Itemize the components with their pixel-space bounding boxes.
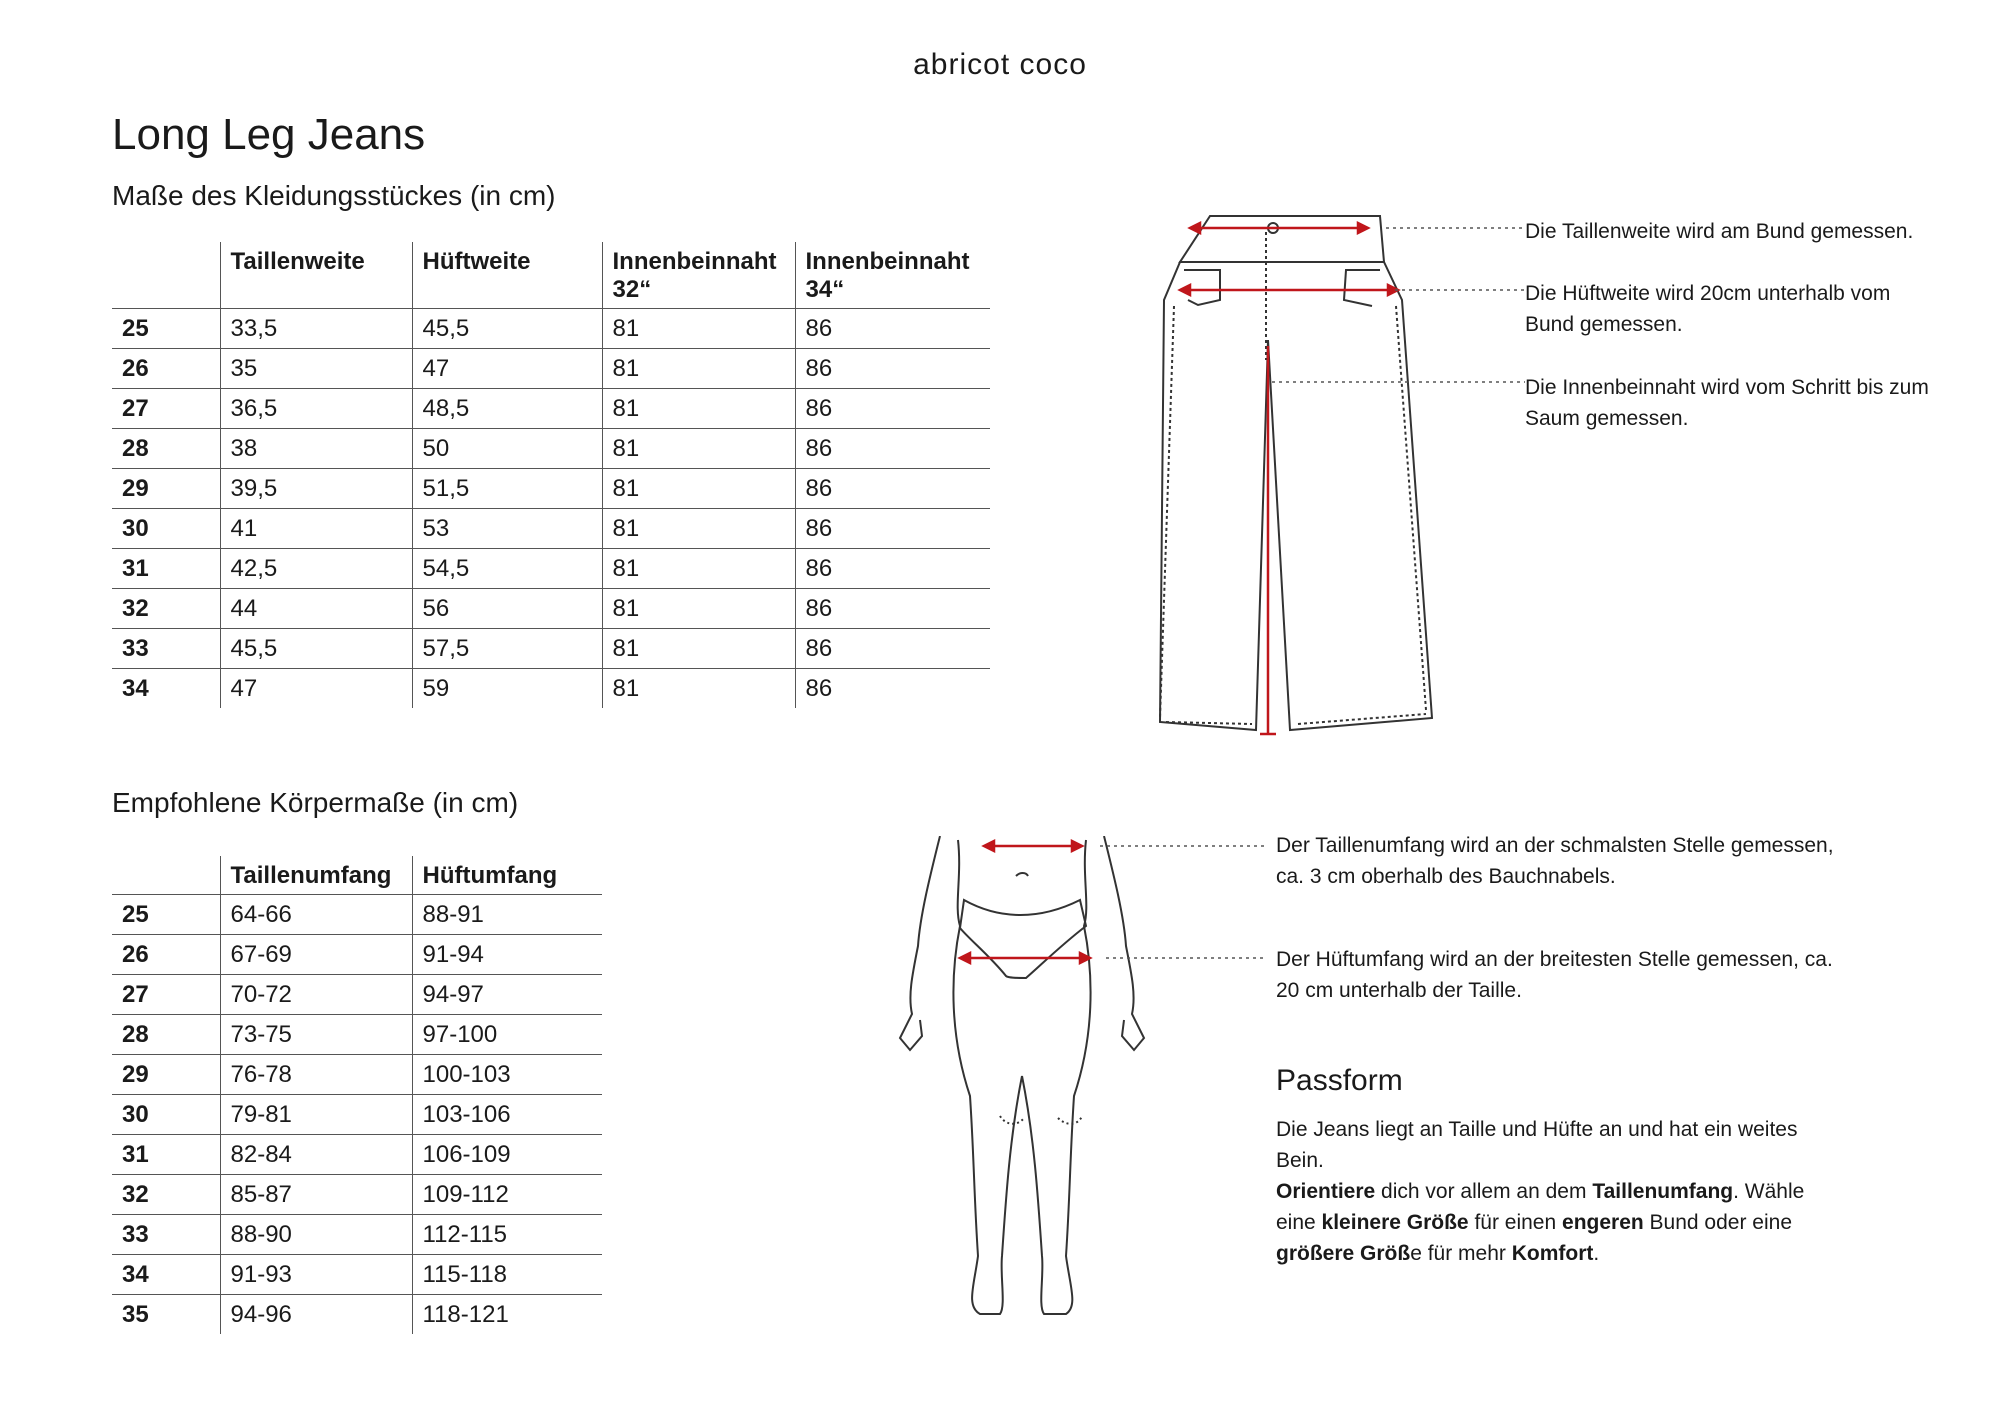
value-cell: 57,5 bbox=[412, 629, 602, 669]
value-cell: 91-93 bbox=[220, 1255, 412, 1295]
emphasis-text: größere Größ bbox=[1276, 1242, 1411, 1265]
value-cell: 115-118 bbox=[412, 1255, 602, 1295]
size-cell: 25 bbox=[112, 309, 220, 349]
text-run: . Wähle eine bbox=[1276, 1180, 1805, 1234]
column-header: Innenbeinnaht 34“ bbox=[795, 242, 990, 309]
value-cell: 81 bbox=[602, 669, 795, 709]
value-cell: 106-109 bbox=[412, 1135, 602, 1175]
value-cell: 54,5 bbox=[412, 549, 602, 589]
table-row bbox=[112, 349, 990, 389]
value-cell: 70-72 bbox=[220, 975, 412, 1015]
jeans-illustration bbox=[1140, 210, 1540, 750]
size-cell: 32 bbox=[112, 589, 220, 629]
column-header: Taillenumfang bbox=[220, 856, 412, 895]
brand-logo: abricot coco bbox=[913, 48, 1087, 81]
value-cell: 53 bbox=[412, 509, 602, 549]
text-run: für einen bbox=[1468, 1211, 1563, 1234]
body-size-table bbox=[112, 856, 602, 1334]
table-row bbox=[112, 549, 990, 589]
table-row bbox=[112, 1175, 602, 1215]
value-cell: 73-75 bbox=[220, 1015, 412, 1055]
value-cell: 44 bbox=[220, 589, 412, 629]
size-cell: 30 bbox=[112, 509, 220, 549]
emphasis-text: Komfort bbox=[1511, 1242, 1594, 1265]
value-cell: 81 bbox=[602, 389, 795, 429]
emphasis-text: kleinere Größe bbox=[1321, 1211, 1469, 1234]
value-cell: 67-69 bbox=[220, 935, 412, 975]
value-cell: 42,5 bbox=[220, 549, 412, 589]
value-cell: 47 bbox=[412, 349, 602, 389]
value-cell: 81 bbox=[602, 429, 795, 469]
value-cell: 82-84 bbox=[220, 1135, 412, 1175]
value-cell: 86 bbox=[795, 669, 990, 709]
value-cell: 81 bbox=[602, 309, 795, 349]
size-cell: 28 bbox=[112, 1015, 220, 1055]
value-cell: 81 bbox=[602, 589, 795, 629]
column-header: Innenbeinnaht 32“ bbox=[602, 242, 795, 309]
value-cell: 36,5 bbox=[220, 389, 412, 429]
table-row bbox=[112, 1295, 602, 1335]
value-cell: 86 bbox=[795, 549, 990, 589]
value-cell: 94-97 bbox=[412, 975, 602, 1015]
value-cell: 94-96 bbox=[220, 1295, 412, 1335]
value-cell: 56 bbox=[412, 589, 602, 629]
text-run: Bund oder eine bbox=[1643, 1211, 1793, 1234]
table-row bbox=[112, 389, 990, 429]
body-illustration bbox=[890, 836, 1280, 1336]
note-hip-body: Der Hüftumfang wird an der breitesten Stelle gemessen, ca. 20 cm unterhalb der Taille. bbox=[1276, 948, 1833, 1002]
passform-line-2 bbox=[1276, 1176, 1836, 1269]
value-cell: 76-78 bbox=[220, 1055, 412, 1095]
table-row bbox=[112, 1055, 602, 1095]
table-row bbox=[112, 1135, 602, 1175]
value-cell: 50 bbox=[412, 429, 602, 469]
note-waist-body: Der Taillenumfang wird an der schmalsten Stelle gemessen, ca. 3 cm oberhalb des Bauchnabels. bbox=[1276, 834, 1834, 888]
value-cell: 39,5 bbox=[220, 469, 412, 509]
size-cell: 29 bbox=[112, 469, 220, 509]
size-cell: 27 bbox=[112, 975, 220, 1015]
value-cell: 86 bbox=[795, 389, 990, 429]
table-row bbox=[112, 589, 990, 629]
value-cell: 47 bbox=[220, 669, 412, 709]
size-cell: 31 bbox=[112, 1135, 220, 1175]
value-cell: 86 bbox=[795, 349, 990, 389]
table-row bbox=[112, 429, 990, 469]
emphasis-text: engeren bbox=[1562, 1211, 1644, 1234]
value-cell: 86 bbox=[795, 429, 990, 469]
value-cell: 45,5 bbox=[412, 309, 602, 349]
size-cell: 29 bbox=[112, 1055, 220, 1095]
column-header: Hüftumfang bbox=[412, 856, 602, 895]
column-header bbox=[112, 856, 220, 895]
table-row bbox=[112, 935, 602, 975]
table-row bbox=[112, 1215, 602, 1255]
value-cell: 51,5 bbox=[412, 469, 602, 509]
value-cell: 100-103 bbox=[412, 1055, 602, 1095]
column-header: Hüftweite bbox=[412, 242, 602, 309]
value-cell: 118-121 bbox=[412, 1295, 602, 1335]
note-hip-garment: Die Hüftweite wird 20cm unterhalb vom Bund gemessen. bbox=[1525, 282, 1891, 336]
note-waist-garment: Die Taillenweite wird am Bund gemessen. bbox=[1525, 220, 1914, 243]
body-heading: Empfohlene Körpermaße (in cm) bbox=[112, 787, 519, 818]
value-cell: 81 bbox=[602, 629, 795, 669]
table-row bbox=[112, 629, 990, 669]
size-cell: 30 bbox=[112, 1095, 220, 1135]
value-cell: 86 bbox=[795, 309, 990, 349]
garment-heading: Maße des Kleidungsstückes (in cm) bbox=[112, 180, 556, 211]
value-cell: 81 bbox=[602, 469, 795, 509]
table-row bbox=[112, 509, 990, 549]
size-cell: 35 bbox=[112, 1295, 220, 1335]
table-row bbox=[112, 669, 990, 709]
size-cell: 31 bbox=[112, 549, 220, 589]
table-row bbox=[112, 1095, 602, 1135]
value-cell: 88-91 bbox=[412, 895, 602, 935]
text-run: dich vor allem an dem bbox=[1375, 1180, 1593, 1203]
column-header: Taillenweite bbox=[220, 242, 412, 309]
value-cell: 45,5 bbox=[220, 629, 412, 669]
size-cell: 27 bbox=[112, 389, 220, 429]
size-cell: 33 bbox=[112, 629, 220, 669]
size-cell: 34 bbox=[112, 1255, 220, 1295]
emphasis-text: Orientiere bbox=[1276, 1180, 1376, 1203]
size-cell: 25 bbox=[112, 895, 220, 935]
column-header bbox=[112, 242, 220, 309]
value-cell: 86 bbox=[795, 509, 990, 549]
value-cell: 48,5 bbox=[412, 389, 602, 429]
value-cell: 59 bbox=[412, 669, 602, 709]
passform-title: Passform bbox=[1276, 1064, 1403, 1097]
value-cell: 112-115 bbox=[412, 1215, 602, 1255]
text-run: . bbox=[1593, 1242, 1600, 1265]
size-cell: 26 bbox=[112, 349, 220, 389]
table-row bbox=[112, 469, 990, 509]
note-inseam-garment: Die Innenbeinnaht wird vom Schritt bis zum Saum gemessen. bbox=[1525, 376, 1929, 430]
size-cell: 26 bbox=[112, 935, 220, 975]
value-cell: 38 bbox=[220, 429, 412, 469]
value-cell: 81 bbox=[602, 349, 795, 389]
page-title: Long Leg Jeans bbox=[112, 110, 426, 159]
table-row bbox=[112, 1255, 602, 1295]
table-row bbox=[112, 1015, 602, 1055]
value-cell: 86 bbox=[795, 629, 990, 669]
value-cell: 109-112 bbox=[412, 1175, 602, 1215]
value-cell: 81 bbox=[602, 509, 795, 549]
value-cell: 91-94 bbox=[412, 935, 602, 975]
size-cell: 28 bbox=[112, 429, 220, 469]
size-cell: 32 bbox=[112, 1175, 220, 1215]
value-cell: 86 bbox=[795, 469, 990, 509]
value-cell: 79-81 bbox=[220, 1095, 412, 1135]
text-run: e für mehr bbox=[1410, 1242, 1512, 1265]
emphasis-text: Taillenumfang bbox=[1592, 1180, 1734, 1203]
value-cell: 35 bbox=[220, 349, 412, 389]
passform-text bbox=[1276, 1114, 1836, 1269]
garment-size-table bbox=[112, 242, 990, 708]
value-cell: 81 bbox=[602, 549, 795, 589]
table-row bbox=[112, 975, 602, 1015]
size-cell: 33 bbox=[112, 1215, 220, 1255]
value-cell: 97-100 bbox=[412, 1015, 602, 1055]
table-row bbox=[112, 895, 602, 935]
value-cell: 88-90 bbox=[220, 1215, 412, 1255]
value-cell: 85-87 bbox=[220, 1175, 412, 1215]
value-cell: 41 bbox=[220, 509, 412, 549]
value-cell: 33,5 bbox=[220, 309, 412, 349]
size-cell: 34 bbox=[112, 669, 220, 709]
value-cell: 103-106 bbox=[412, 1095, 602, 1135]
value-cell: 64-66 bbox=[220, 895, 412, 935]
table-row bbox=[112, 309, 990, 349]
value-cell: 86 bbox=[795, 589, 990, 629]
passform-line-1: Die Jeans liegt an Taille und Hüfte an und hat ein weites Bein. bbox=[1276, 1118, 1798, 1172]
